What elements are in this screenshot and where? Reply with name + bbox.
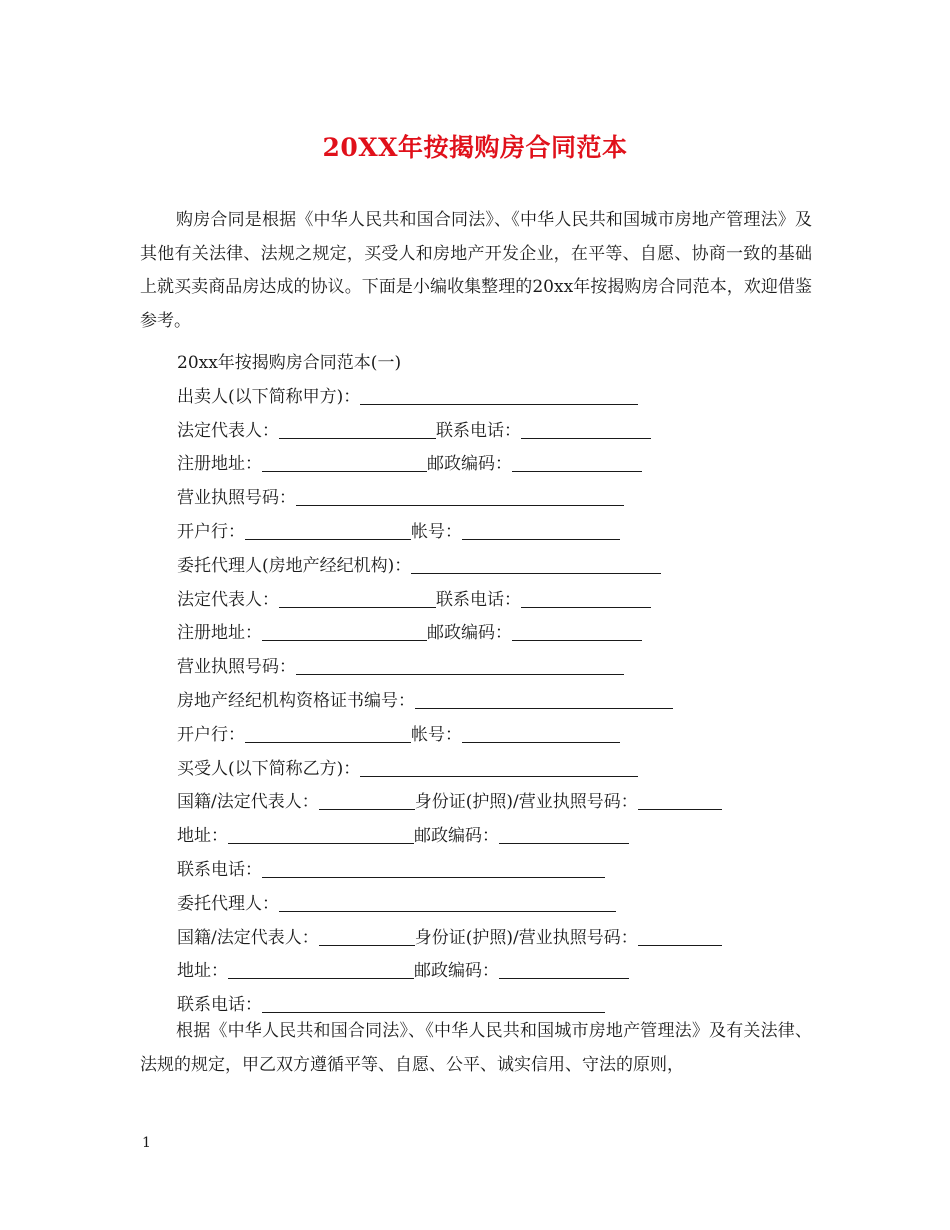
document-title: 20XX年按揭购房合同范本 bbox=[322, 133, 628, 162]
fill-blank bbox=[279, 418, 436, 439]
fill-blank bbox=[521, 418, 651, 439]
form-line: 委托代理人(房地产经纪机构)： bbox=[177, 550, 722, 584]
fill-blank bbox=[262, 992, 605, 1013]
form-line: 委托代理人： bbox=[177, 888, 722, 922]
fill-blank bbox=[512, 620, 642, 641]
closing-paragraph: 根据《中华人民共和国合同法》、《中华人民共和国城市房地产管理法》及有关法律、法规的规定，甲乙双方遵循平等、自愿、公平、诚实信用、守法的原则， bbox=[140, 1021, 812, 1075]
fill-blank bbox=[296, 485, 624, 506]
form-line: 开户行： 帐号： bbox=[177, 719, 722, 753]
fill-blank bbox=[319, 789, 415, 810]
fill-blank bbox=[262, 451, 427, 472]
fill-blank bbox=[411, 553, 661, 574]
form-line: 国籍/法定代表人： 身份证(护照)/营业执照号码： bbox=[177, 922, 722, 956]
fill-blank bbox=[499, 823, 629, 844]
fill-blank bbox=[360, 756, 638, 777]
fill-blank bbox=[638, 925, 722, 946]
fill-blank bbox=[279, 587, 436, 608]
form-line: 营业执照号码： bbox=[177, 651, 722, 685]
fill-blank bbox=[512, 451, 642, 472]
fill-blank bbox=[245, 722, 411, 743]
form-line: 联系电话： bbox=[177, 854, 722, 888]
form-line: 地址： 邮政编码： bbox=[177, 820, 722, 854]
form-line: 联系电话： bbox=[177, 989, 722, 1023]
form-line: 法定代表人： 联系电话： bbox=[177, 584, 722, 618]
fill-blank bbox=[499, 958, 629, 979]
fill-blank bbox=[296, 654, 624, 675]
fill-blank bbox=[462, 519, 620, 540]
form-line: 开户行： 帐号： bbox=[177, 516, 722, 550]
fill-blank bbox=[462, 722, 620, 743]
form-line: 法定代表人： 联系电话： bbox=[177, 415, 722, 449]
fill-blank bbox=[279, 891, 616, 912]
intro-paragraph: 购房合同是根据《中华人民共和国合同法》、《中华人民共和国城市房地产管理法》及其他有关法律、法规之规定，买受人和房地产开发企业，在平等、自愿、协商一致的基础上就买卖商品房达成的协议。下面是小编收集整理的20xx年按揭购房合同范本，欢迎借鉴参考。 bbox=[140, 210, 812, 331]
fill-blank bbox=[415, 688, 673, 709]
fill-blank bbox=[638, 789, 722, 810]
form-lines bbox=[177, 347, 722, 1023]
fill-blank bbox=[228, 823, 414, 844]
form-line: 地址： 邮政编码： bbox=[177, 955, 722, 989]
form-line: 买受人(以下简称乙方)： bbox=[177, 753, 722, 787]
fill-blank bbox=[319, 925, 415, 946]
form-line: 注册地址： 邮政编码： bbox=[177, 448, 722, 482]
fill-blank bbox=[262, 857, 605, 878]
fill-blank bbox=[228, 958, 414, 979]
form-line: 国籍/法定代表人： 身份证(护照)/营业执照号码： bbox=[177, 786, 722, 820]
form-line: 出卖人(以下简称甲方)： bbox=[177, 381, 722, 415]
fill-blank bbox=[245, 519, 411, 540]
form-line: 营业执照号码： bbox=[177, 482, 722, 516]
section-heading: 20xx年按揭购房合同范本(一) bbox=[177, 353, 402, 373]
fill-blank bbox=[262, 620, 427, 641]
page-number: 1 bbox=[142, 1135, 151, 1151]
form-line: 房地产经纪机构资格证书编号： bbox=[177, 685, 722, 719]
form-line: 注册地址： 邮政编码： bbox=[177, 617, 722, 651]
fill-blank bbox=[360, 384, 638, 405]
fill-blank bbox=[521, 587, 651, 608]
